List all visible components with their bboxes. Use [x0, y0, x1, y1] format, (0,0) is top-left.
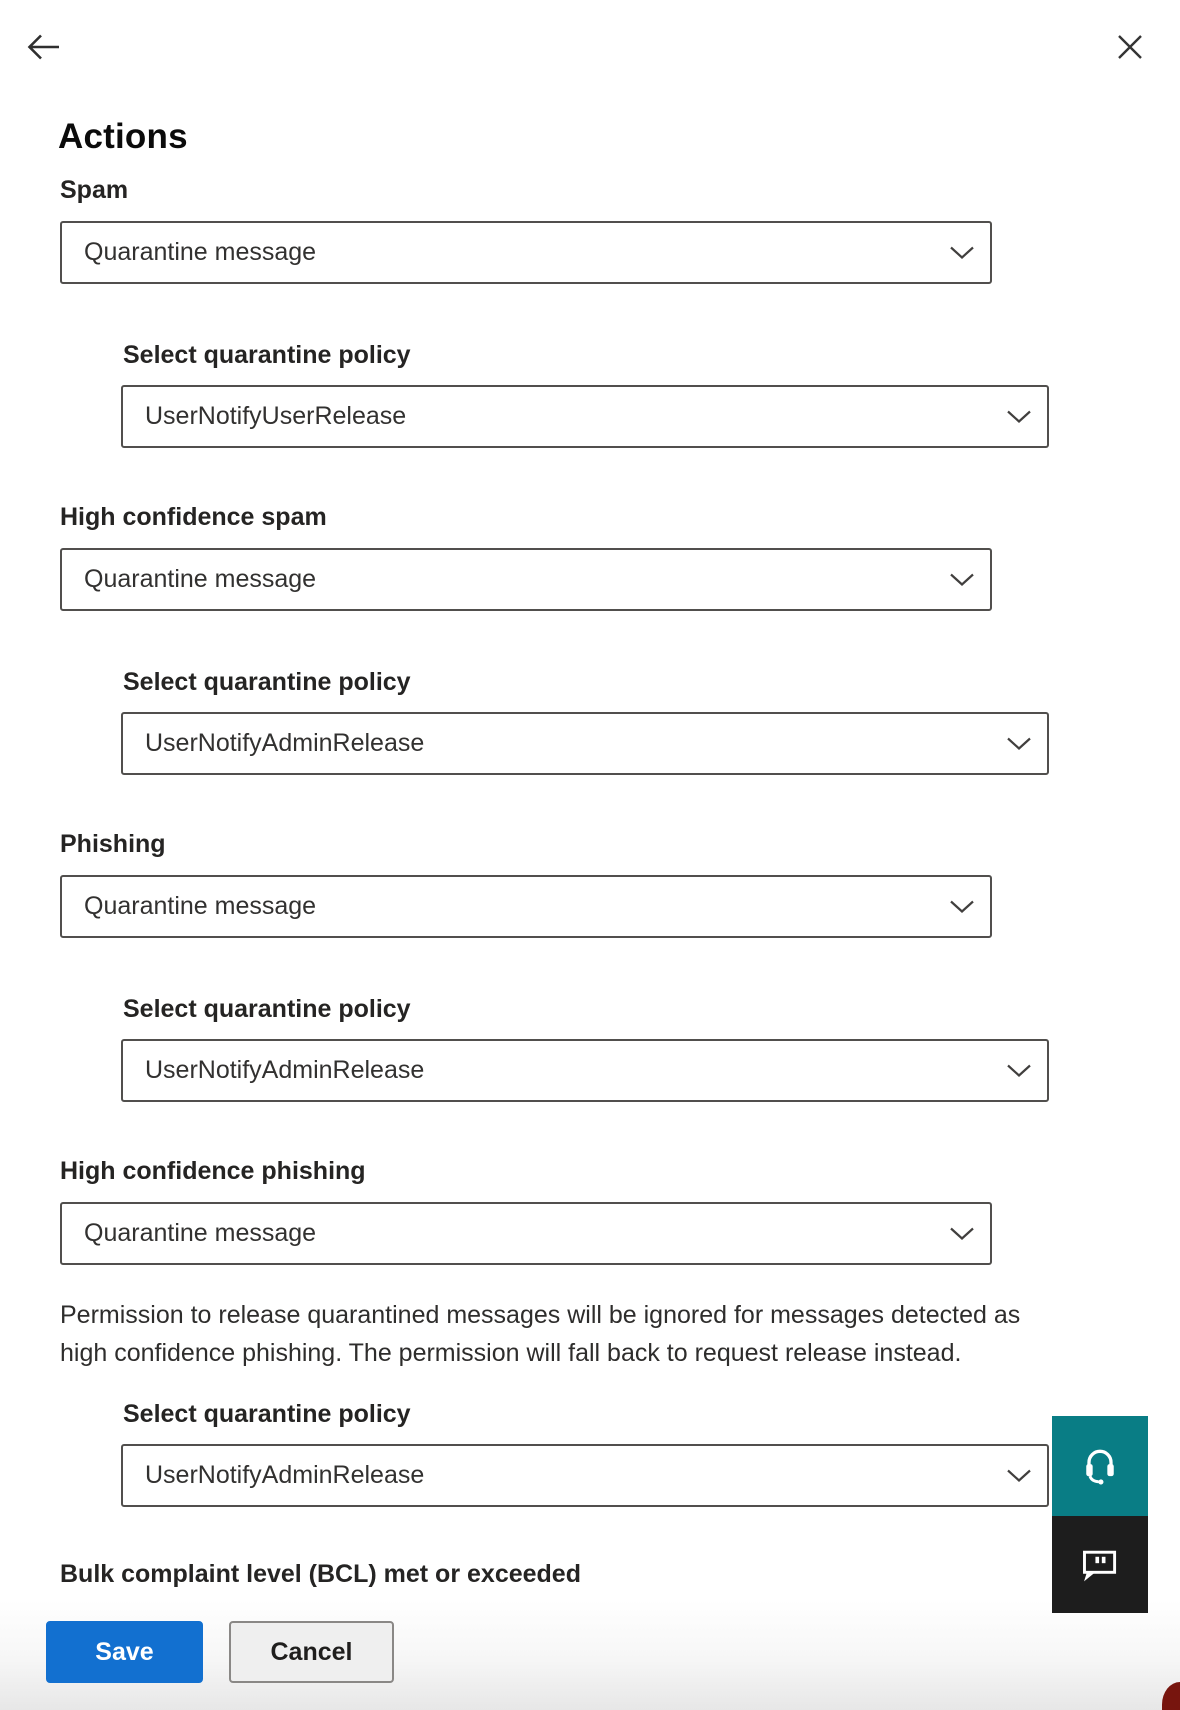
chevron-down-icon [1006, 736, 1032, 751]
high-confidence-spam-quarantine-policy-dropdown[interactable] [121, 712, 1049, 775]
spam-action-dropdown[interactable] [60, 221, 992, 284]
section-label-bulk-complaint-level: Bulk complaint level (BCL) met or exceeded [60, 1560, 581, 1587]
feedback-widget-button[interactable] [1052, 1516, 1148, 1613]
chevron-down-icon [949, 899, 975, 914]
hcp-permission-note: Permission to release quarantined messages will be ignored for messages detected as high confidence phishing. The permission will fall back to request release instead. [60, 1301, 1021, 1367]
save-button[interactable]: Save [46, 1621, 203, 1683]
high-confidence-phishing-policy-label: Select quarantine policy [123, 1400, 411, 1428]
dropdown-value: UserNotifyAdminRelease [145, 1461, 425, 1489]
cancel-button[interactable]: Cancel [229, 1621, 394, 1683]
dropdown-value: Quarantine message [84, 892, 317, 920]
dropdown-value: Quarantine message [84, 238, 317, 266]
chevron-down-icon [949, 1226, 975, 1241]
dropdown-value: UserNotifyUserRelease [145, 402, 407, 430]
high-confidence-phishing-action-dropdown[interactable] [60, 1202, 992, 1265]
close-button[interactable] [1116, 33, 1144, 61]
phishing-action-dropdown[interactable] [60, 875, 992, 938]
page-title: Actions [58, 117, 188, 157]
phishing-quarantine-policy-dropdown[interactable] [121, 1039, 1049, 1102]
section-label-phishing: Phishing [60, 830, 166, 858]
spam-policy-label: Select quarantine policy [123, 341, 411, 369]
dropdown-value: UserNotifyAdminRelease [145, 729, 425, 757]
chat-icon [1079, 1544, 1121, 1586]
chevron-down-icon [949, 572, 975, 587]
high-confidence-phishing-quarantine-policy-dropdown[interactable] [121, 1444, 1049, 1507]
spam-quarantine-policy-dropdown[interactable] [121, 385, 1049, 448]
phishing-policy-label: Select quarantine policy [123, 995, 411, 1023]
dropdown-value: Quarantine message [84, 565, 317, 593]
back-button[interactable] [26, 31, 62, 63]
chevron-down-icon [1006, 1468, 1032, 1483]
close-x-icon [1116, 49, 1144, 64]
section-label-high-confidence-spam: High confidence spam [60, 503, 327, 531]
arrow-left-icon [26, 51, 62, 66]
support-widget-button[interactable] [1052, 1416, 1148, 1516]
dropdown-value: UserNotifyAdminRelease [145, 1056, 425, 1084]
dropdown-value: Quarantine message [84, 1219, 317, 1247]
high-confidence-spam-action-dropdown[interactable] [60, 548, 992, 611]
headset-icon [1078, 1443, 1122, 1489]
section-label-spam: Spam [60, 176, 129, 204]
chevron-down-icon [1006, 409, 1032, 424]
high-confidence-spam-policy-label: Select quarantine policy [123, 668, 411, 696]
chevron-down-icon [1006, 1063, 1032, 1078]
section-label-high-confidence-phishing: High confidence phishing [60, 1157, 366, 1185]
chevron-down-icon [949, 245, 975, 260]
